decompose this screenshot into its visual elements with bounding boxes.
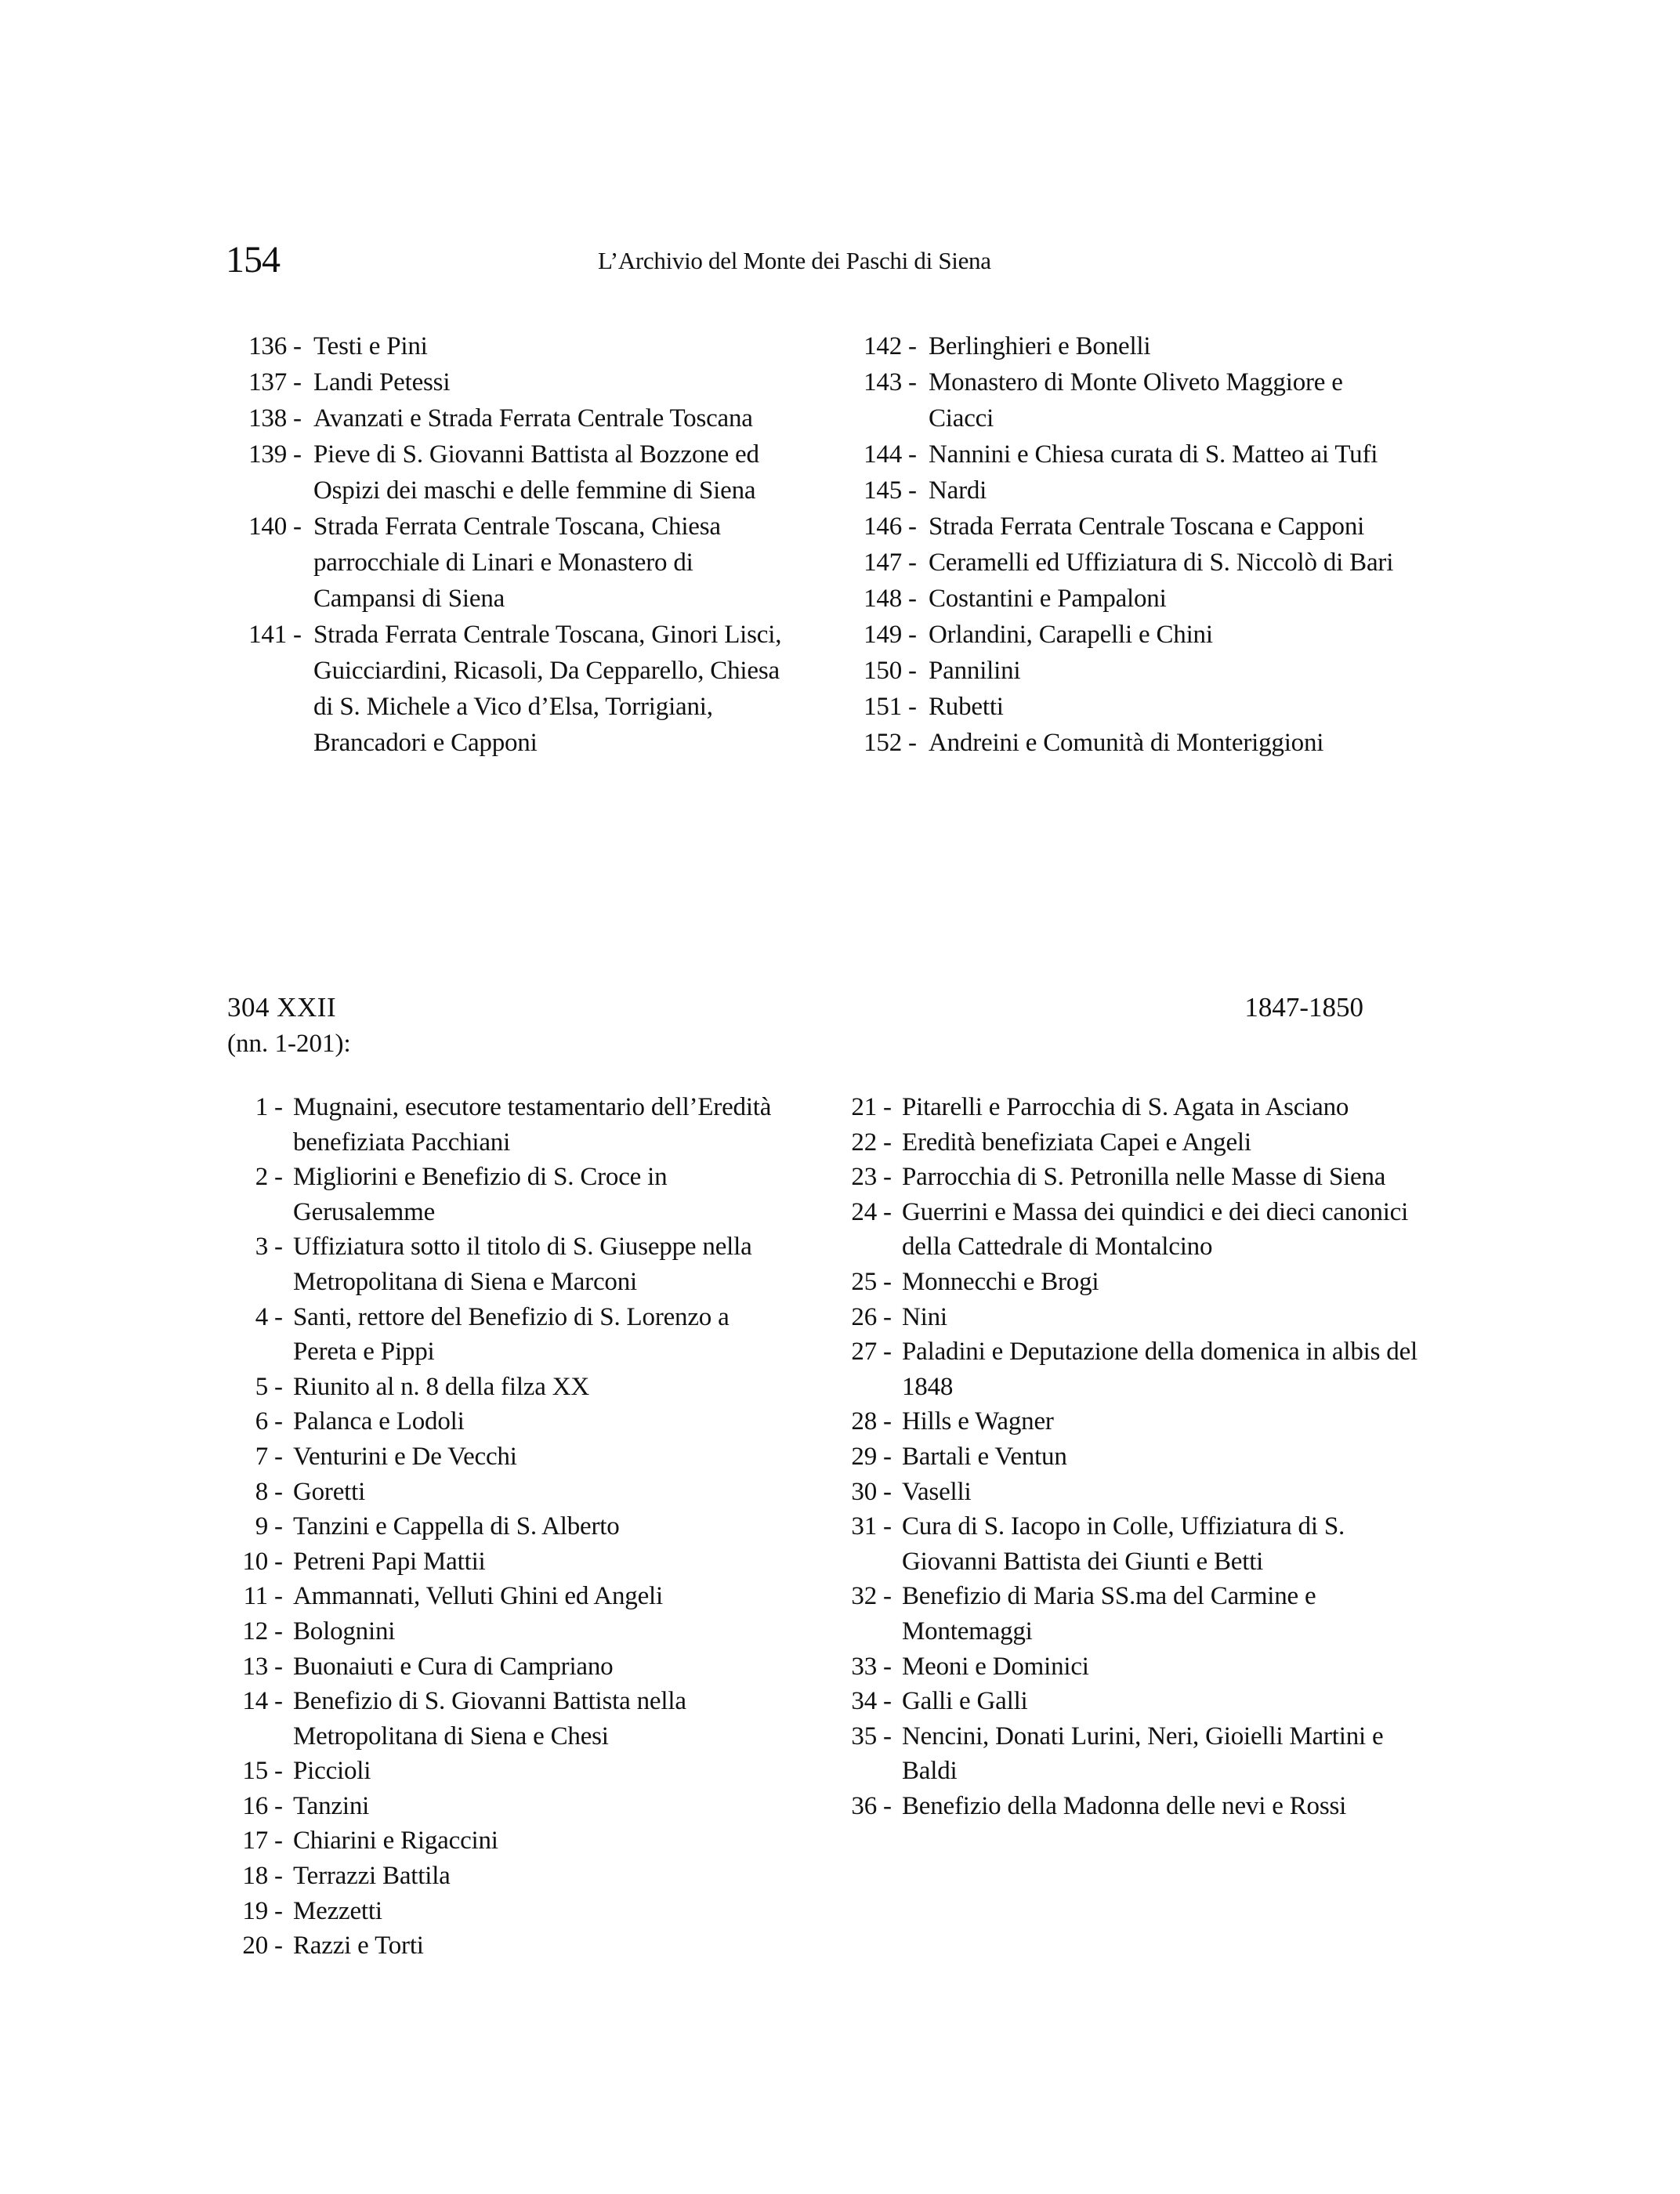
list-item — [842, 689, 1407, 725]
list-item — [842, 1125, 1422, 1160]
entry-separator: - — [268, 1512, 289, 1541]
entry-text: Monnecchi e Brogi — [902, 1267, 1099, 1296]
entry-separator: - — [877, 1302, 898, 1331]
entry-number: 20 — [242, 1932, 268, 1960]
list-item — [842, 1789, 1422, 1824]
entry-separator: - — [287, 621, 308, 649]
entry-text: Landi Petessi — [313, 368, 451, 396]
entry-separator: - — [268, 1687, 289, 1716]
entry-text: Nannini e Chiesa curata di S. Matteo ai Tufi — [929, 440, 1378, 469]
entry-separator: - — [268, 1757, 289, 1786]
entry-text: Benefizio di Maria SS.ma del Carmine e Montemaggi — [902, 1582, 1316, 1646]
entry-separator: - — [877, 1722, 898, 1750]
entry-number: 36 — [851, 1791, 877, 1820]
entry-text: Testi e Pini — [313, 332, 428, 360]
list-item — [842, 1300, 1422, 1335]
entry-text: Santi, rettore del Benefizio di S. Lorenzo a Pereta e Pippi — [293, 1302, 730, 1367]
entry-text: Parrocchia di S. Petronilla nelle Masse di Siena — [902, 1163, 1386, 1192]
entry-separator: - — [877, 1791, 898, 1820]
entry-number: 14 — [242, 1687, 268, 1716]
entry-separator: - — [902, 657, 923, 685]
entry-text: Monastero di Monte Oliveto Maggiore e Ciacci — [929, 368, 1343, 433]
entry-number: 141 — [248, 621, 287, 649]
entry-number: 5 — [255, 1372, 268, 1401]
entry-number: 32 — [851, 1582, 877, 1611]
list-item — [842, 1195, 1422, 1265]
entry-number: 26 — [851, 1302, 877, 1331]
entry-separator: - — [268, 1093, 289, 1121]
entry-separator: - — [268, 1372, 289, 1401]
entry-text: Ceramelli ed Uffiziatura di S. Niccolò di Bari — [929, 548, 1394, 577]
entry-separator: - — [902, 476, 923, 505]
list-item — [842, 1160, 1422, 1195]
entry-number: 16 — [242, 1791, 268, 1820]
entry-text: Goretti — [293, 1477, 366, 1506]
entry-separator: - — [877, 1128, 898, 1157]
running-head: L’Archivio del Monte dei Paschi di Siena — [598, 247, 991, 274]
entry-number: 24 — [851, 1197, 877, 1226]
list-item — [842, 1475, 1422, 1510]
entry-number: 13 — [242, 1652, 268, 1681]
list-item — [227, 1370, 791, 1405]
entry-text: Terrazzi Battila — [293, 1862, 451, 1891]
entry-number: 21 — [851, 1093, 877, 1121]
entry-number: 140 — [248, 512, 287, 541]
list-item — [227, 1649, 791, 1685]
entry-text: Bolognini — [293, 1617, 396, 1646]
list-item — [842, 617, 1407, 653]
entry-number: 149 — [864, 621, 902, 649]
list-item — [227, 1579, 791, 1614]
entry-text: Petreni Papi Mattii — [293, 1547, 486, 1576]
entry-number: 35 — [851, 1722, 877, 1750]
entry-separator: - — [877, 1093, 898, 1121]
entry-number: 152 — [864, 729, 902, 757]
list-item — [842, 1265, 1422, 1300]
entry-number: 33 — [851, 1652, 877, 1681]
entry-number: 9 — [255, 1512, 268, 1541]
list-item — [227, 1684, 791, 1754]
list-item — [227, 1509, 791, 1544]
list-item — [227, 1544, 791, 1580]
entry-separator: - — [902, 440, 923, 469]
entry-text: Palanca e Lodoli — [293, 1407, 465, 1436]
entry-text: Pitarelli e Parrocchia di S. Agata in Asciano — [902, 1093, 1349, 1121]
entry-separator: - — [902, 621, 923, 649]
entry-separator: - — [268, 1617, 289, 1646]
entry-number: 2 — [255, 1163, 268, 1192]
entry-separator: - — [877, 1163, 898, 1192]
entry-text: Piccioli — [293, 1757, 371, 1786]
entry-separator: - — [877, 1267, 898, 1296]
section2-right-column — [842, 1090, 1422, 1823]
list-item — [842, 436, 1407, 472]
list-item — [842, 1649, 1422, 1685]
list-item — [842, 1090, 1422, 1125]
entry-number: 137 — [248, 368, 287, 396]
entry-separator: - — [902, 512, 923, 541]
entry-separator: - — [268, 1163, 289, 1192]
entry-text: Nardi — [929, 476, 987, 505]
list-item — [842, 1509, 1422, 1579]
entry-separator: - — [268, 1302, 289, 1331]
entry-separator: - — [902, 332, 923, 360]
entry-text: Strada Ferrata Centrale Toscana e Capponi — [929, 512, 1365, 541]
entry-text: Pannilini — [929, 657, 1021, 685]
list-item — [842, 472, 1407, 509]
entry-text: Bartali e Ventun — [902, 1442, 1067, 1471]
entry-number: 10 — [242, 1547, 268, 1576]
entry-text: Costantini e Pampaloni — [929, 585, 1167, 613]
entry-text: Tanzini e Cappella di S. Alberto — [293, 1512, 620, 1541]
entry-separator: - — [268, 1862, 289, 1891]
entry-separator: - — [287, 332, 308, 360]
entry-separator: - — [287, 404, 308, 433]
entry-separator: - — [268, 1442, 289, 1471]
filza-dates: 1847-1850 — [1244, 992, 1363, 1023]
list-item — [227, 1160, 791, 1229]
entry-text: Nencini, Donati Lurini, Neri, Gioielli Martini e Baldi — [902, 1722, 1384, 1786]
list-item — [842, 581, 1407, 617]
entry-number: 22 — [851, 1128, 877, 1157]
entry-text: Buonaiuti e Cura di Campriano — [293, 1652, 614, 1681]
section2-left-column — [227, 1090, 791, 1964]
entry-separator: - — [877, 1477, 898, 1506]
entry-separator: - — [877, 1512, 898, 1541]
list-item — [842, 1684, 1422, 1719]
entry-separator: - — [877, 1652, 898, 1681]
entry-separator: - — [287, 368, 308, 396]
entry-separator: - — [902, 729, 923, 757]
list-item — [227, 1229, 791, 1299]
entry-text: Pieve di S. Giovanni Battista al Bozzone ed Ospizi dei maschi e delle femmine di Siena — [313, 440, 759, 505]
entry-number: 147 — [864, 548, 902, 577]
entry-separator: - — [877, 1338, 898, 1367]
entry-separator: - — [268, 1477, 289, 1506]
entry-text: Guerrini e Massa dei quindici e dei dieci canonici della Cattedrale di Montalcino — [902, 1197, 1409, 1262]
entry-text: Strada Ferrata Centrale Toscana, Chiesa parrocchiale di Linari e Monastero di Campansi di Siena — [313, 512, 721, 613]
entry-text: Cura di S. Iacopo in Colle, Uffiziatura di S. Giovanni Battista dei Giunti e Betti — [902, 1512, 1345, 1576]
entry-number: 3 — [255, 1233, 268, 1262]
entry-separator: - — [902, 368, 923, 396]
entry-text: Riunito al n. 8 della filza XX — [293, 1372, 589, 1401]
entry-number: 31 — [851, 1512, 877, 1541]
entry-separator: - — [268, 1932, 289, 1960]
list-item — [227, 1859, 791, 1894]
entry-number: 8 — [255, 1477, 268, 1506]
list-item — [227, 1090, 791, 1160]
entry-separator: - — [287, 440, 308, 469]
list-item — [842, 364, 1407, 436]
entry-text: Nini — [902, 1302, 947, 1331]
list-item — [227, 1404, 791, 1439]
list-item — [842, 1334, 1422, 1404]
entry-separator: - — [877, 1407, 898, 1436]
entry-number: 7 — [255, 1442, 268, 1471]
entry-number: 136 — [248, 332, 287, 360]
page-number: 154 — [226, 239, 280, 281]
filza-title: 304 XXII — [227, 992, 337, 1023]
entry-text: Tanzini — [293, 1791, 370, 1820]
entry-number: 144 — [864, 440, 902, 469]
entry-separator: - — [268, 1827, 289, 1855]
entry-text: Uffiziatura sotto il titolo di S. Giuseppe nella Metropolitana di Siena e Marconi — [293, 1233, 752, 1296]
list-item — [227, 328, 791, 364]
list-item — [227, 436, 791, 509]
entry-text: Ammannati, Velluti Ghini ed Angeli — [293, 1582, 663, 1611]
list-item — [227, 1894, 791, 1929]
entry-separator: - — [902, 548, 923, 577]
entry-separator: - — [268, 1407, 289, 1436]
entry-number: 34 — [851, 1687, 877, 1716]
list-item — [227, 1300, 791, 1370]
entry-separator: - — [287, 512, 308, 541]
entry-number: 142 — [864, 332, 902, 360]
entry-text: Hills e Wagner — [902, 1407, 1054, 1436]
entry-separator: - — [877, 1687, 898, 1716]
entry-number: 19 — [242, 1896, 268, 1925]
section1-left-column — [227, 328, 791, 761]
list-item — [842, 1404, 1422, 1439]
entry-number: 18 — [242, 1862, 268, 1891]
entry-number: 28 — [851, 1407, 877, 1436]
list-item — [227, 1754, 791, 1789]
entry-text: Migliorini e Benefizio di S. Croce in Gerusalemme — [293, 1163, 668, 1226]
entry-number: 1 — [255, 1093, 268, 1121]
entry-text: Venturini e De Vecchi — [293, 1442, 517, 1471]
entry-number: 148 — [864, 585, 902, 613]
list-item — [227, 1439, 791, 1475]
list-item — [842, 725, 1407, 761]
entry-number: 23 — [851, 1163, 877, 1192]
entry-text: Berlinghieri e Bonelli — [929, 332, 1151, 360]
list-item — [842, 509, 1407, 545]
list-item — [227, 1614, 791, 1649]
entry-text: Mugnaini, esecutore testamentario dell’Eredità benefiziata Pacchiani — [293, 1093, 772, 1157]
entry-number: 17 — [242, 1827, 268, 1855]
list-item — [842, 328, 1407, 364]
entry-number: 150 — [864, 657, 902, 685]
list-item — [842, 653, 1407, 689]
entry-number: 6 — [255, 1407, 268, 1436]
entry-text: Strada Ferrata Centrale Toscana, Ginori Lisci, Guicciardini, Ricasoli, Da Cepparello, Chiesa di S. Michele a Vico d’Elsa, Torrigiani, Brancadori e Capponi — [313, 621, 782, 757]
list-item — [842, 545, 1407, 581]
list-item — [227, 1823, 791, 1859]
list-item — [227, 509, 791, 617]
entry-text: Eredità benefiziata Capei e Angeli — [902, 1128, 1251, 1157]
entry-text: Chiarini e Rigaccini — [293, 1827, 498, 1855]
entry-number: 139 — [248, 440, 287, 469]
entry-text: Benefizio della Madonna delle nevi e Rossi — [902, 1791, 1347, 1820]
entry-number: 25 — [851, 1267, 877, 1296]
list-item — [227, 400, 791, 436]
list-item — [842, 1439, 1422, 1475]
entry-text: Meoni e Dominici — [902, 1652, 1089, 1681]
entry-text: Vaselli — [902, 1477, 972, 1506]
entry-text: Avanzati e Strada Ferrata Centrale Toscana — [313, 404, 753, 433]
entry-separator: - — [268, 1896, 289, 1925]
list-item — [842, 1579, 1422, 1649]
entry-text: Galli e Galli — [902, 1687, 1028, 1716]
entry-separator: - — [268, 1791, 289, 1820]
filza-range: (nn. 1-201): — [227, 1030, 351, 1058]
entry-separator: - — [268, 1233, 289, 1262]
entry-number: 11 — [243, 1582, 268, 1611]
entry-number: 4 — [255, 1302, 268, 1331]
list-item — [842, 1719, 1422, 1789]
entry-number: 146 — [864, 512, 902, 541]
entry-text: Rubetti — [929, 693, 1004, 721]
entry-text: Andreini e Comunità di Monteriggioni — [929, 729, 1324, 757]
list-item — [227, 364, 791, 400]
entry-separator: - — [877, 1582, 898, 1611]
entry-number: 151 — [864, 693, 902, 721]
entry-text: Razzi e Torti — [293, 1932, 424, 1960]
entry-number: 138 — [248, 404, 287, 433]
section1-right-column — [842, 328, 1407, 761]
entry-separator: - — [902, 693, 923, 721]
entry-separator: - — [268, 1582, 289, 1611]
entry-number: 29 — [851, 1442, 877, 1471]
entry-text: Benefizio di S. Giovanni Battista nella Metropolitana di Siena e Chesi — [293, 1687, 686, 1750]
list-item — [227, 1789, 791, 1824]
entry-text: Paladini e Deputazione della domenica in albis del 1848 — [902, 1338, 1418, 1401]
entry-separator: - — [877, 1442, 898, 1471]
list-item — [227, 1928, 791, 1964]
list-item — [227, 617, 791, 761]
entry-text: Mezzetti — [293, 1896, 382, 1925]
entry-number: 143 — [864, 368, 902, 396]
entry-separator: - — [877, 1197, 898, 1226]
entry-number: 15 — [242, 1757, 268, 1786]
entry-number: 12 — [242, 1617, 268, 1646]
entry-number: 30 — [851, 1477, 877, 1506]
entry-text: Orlandini, Carapelli e Chini — [929, 621, 1213, 649]
entry-separator: - — [902, 585, 923, 613]
entry-separator: - — [268, 1547, 289, 1576]
list-item — [227, 1475, 791, 1510]
entry-number: 27 — [851, 1338, 877, 1367]
entry-number: 145 — [864, 476, 902, 505]
entry-separator: - — [268, 1652, 289, 1681]
